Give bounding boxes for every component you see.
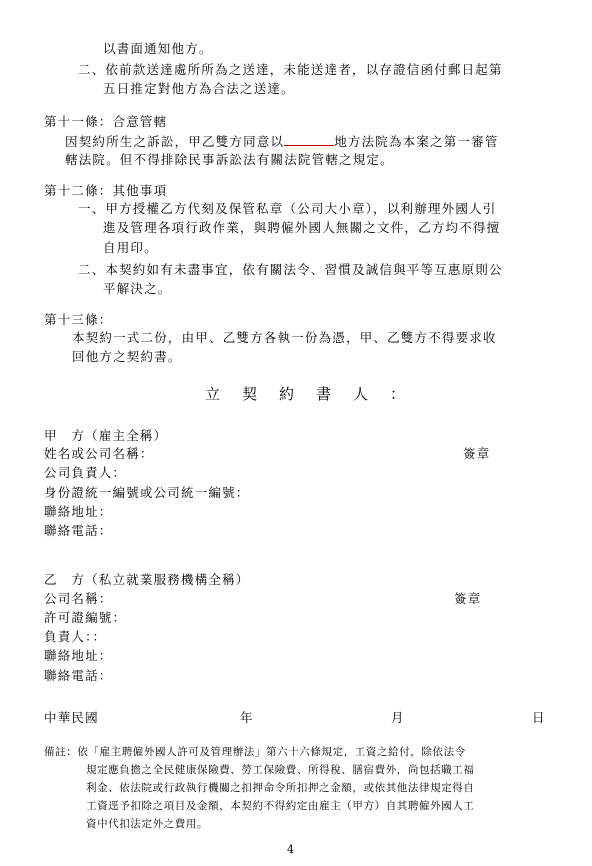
note-line4: 工資逕予扣除之項目及金額，本契約不得約定由雇主（甲方）自其聘僱外國人工 [86,800,475,812]
court-blank[interactable] [284,133,334,146]
party-a-phone-label: 聯絡電話： [44,523,113,538]
clause11-body-line1 [65,133,499,150]
clause12-heading: 第十二條：其他事項 [44,183,168,198]
date-day: 日 [532,710,546,725]
clause12-item2-line2: 平解決之。 [103,281,172,296]
date-era: 中華民國 [44,710,99,725]
party-b-phone-label: 聯絡電話： [44,668,113,683]
clause11-heading: 第十一條：合意管轄 [44,114,168,129]
clause11-body-line2: 轄法院。但不得排除民事訴訟法有關法院管轄之規定。 [65,152,394,167]
page-number: 4 [287,843,294,856]
party-b-name-label: 公司名稱： [44,591,113,606]
clause13-body-line2: 回他方之契約書。 [72,349,182,364]
party-a-sign-label: 簽章 [463,446,491,461]
clause10-item2-line2: 五日推定對他方為合法之送達。 [103,81,295,96]
clause13-body-line1: 本契約一式二份，由甲、乙雙方各執一份為憑，甲、乙雙方不得要求收 [72,330,497,345]
signatories-title: 立契約書人： [205,385,428,403]
party-a-rep-label: 公司負責人： [44,465,127,480]
party-b-heading: 乙 方（私立就業服務機構全稱） [44,572,250,587]
clause11-body-pre: 因契約所生之訴訟，甲乙雙方同意以 [65,134,285,149]
party-a-name-label: 姓名或公司名稱： [44,446,154,461]
note-line1: 備註：依「雇主聘僱外國人許可及管理辦法」第六十六條規定，工資之給付，除依法令 [44,746,466,758]
party-b-rep-label: 負責人：： [44,629,107,644]
party-b-sign-label: 簽章 [454,591,482,606]
clause12-item1-line3: 自用印。 [103,240,158,255]
note-line5: 資中代扣法定外之費用。 [86,818,209,830]
clause12-item1-line1: 一、甲方授權乙方代刻及保管私章（公司大小章），以利辦理外國人引 [78,201,497,216]
clause13-heading: 第十三條： [44,312,113,327]
clause11-body-post: 地方法院為本案之第一審管 [334,134,499,149]
clause10-line: 以書面通知他方。 [103,41,213,56]
date-year: 年 [240,710,254,725]
party-a-addr-label: 聯絡地址： [44,504,113,519]
note-line3: 利金、依法院或行政執行機關之扣押命令所扣押之金額，或依其他法律規定得自 [86,782,475,794]
date-month: 月 [391,710,405,725]
clause12-item1-line2: 進及管理各項行政作業，與聘僱外國人無關之文件，乙方均不得擅 [103,220,501,235]
party-a-heading: 甲 方（雇主全稱） [44,428,168,443]
clause12-item2-line1: 二、本契約如有未盡事宜，依有關法令、習慣及誠信與平等互惠原則公 [78,262,503,277]
party-b-addr-label: 聯絡地址： [44,648,113,663]
party-a-id-label: 身份證統一編號或公司統一編號： [44,485,250,500]
note-line2: 規定應負擔之全民健康保險費、勞工保險費、所得稅、膳宿費外，尚包括職工福 [86,764,475,776]
party-b-permit-label: 許可證編號： [44,610,127,625]
clause10-item2-line1: 二、依前款送達處所所為之送達，未能送達者，以存證信函付郵日起第 [78,62,503,77]
